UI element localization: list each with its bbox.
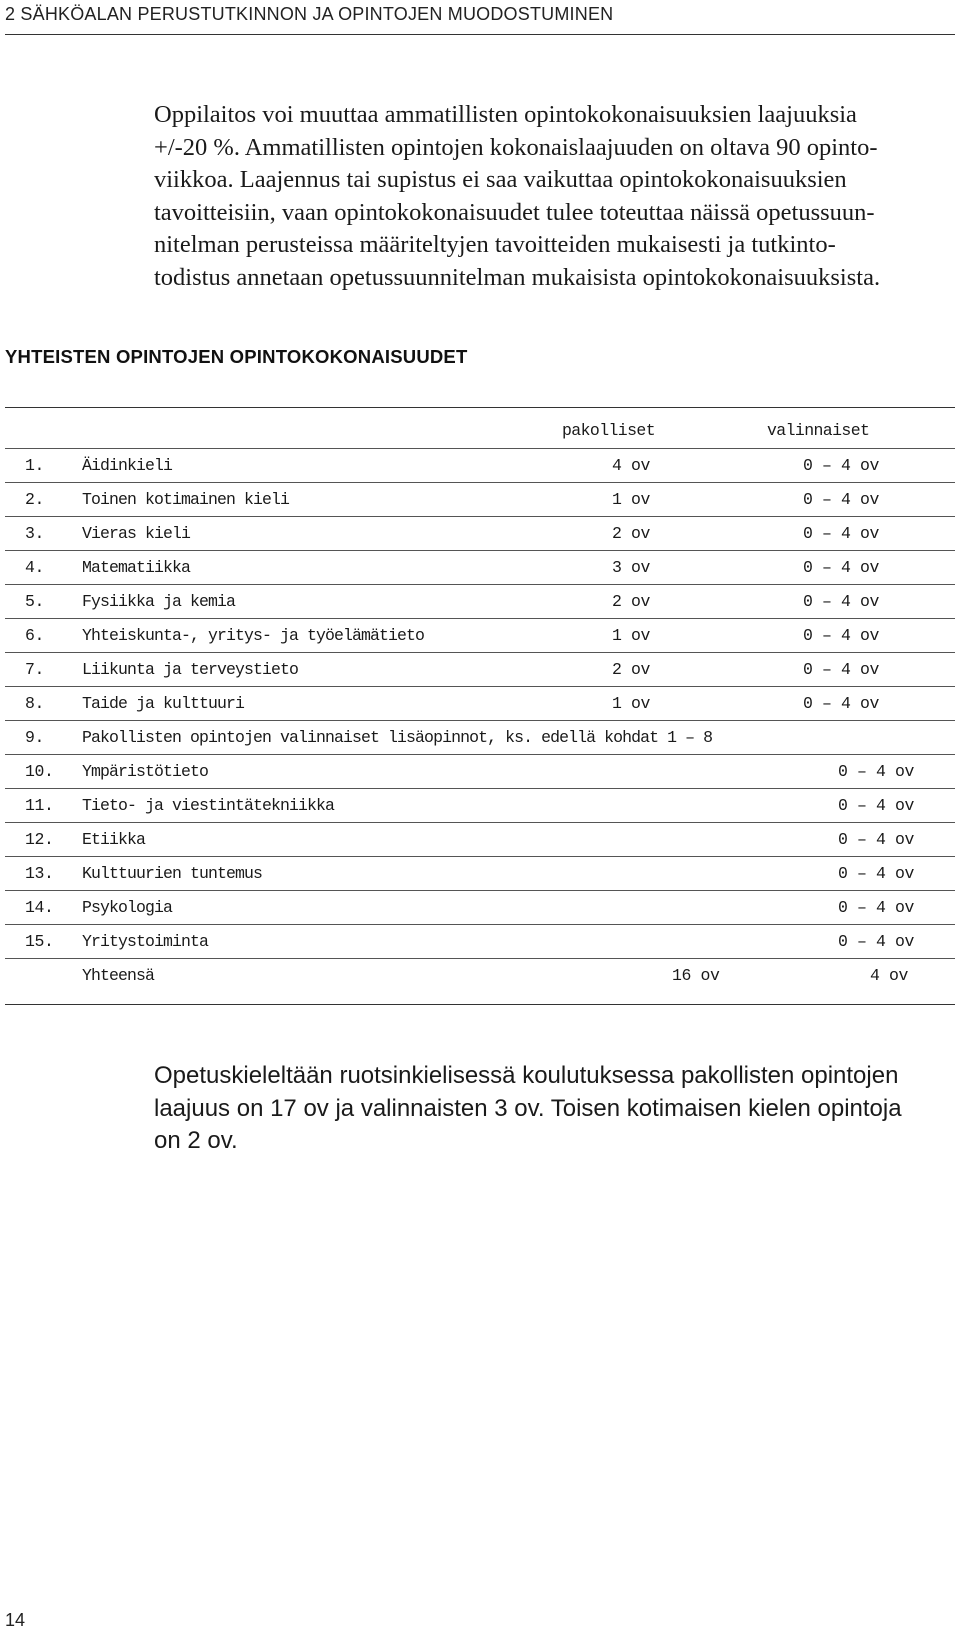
row-optional: 0 – 4 ov	[803, 694, 880, 713]
row-number: 1.	[25, 456, 45, 475]
total-label: Yhteensä	[82, 966, 155, 985]
intro-line: tavoitteisiin, vaan opintokokonaisuudet tulee toteuttaa näissä opetussuun-	[154, 198, 875, 226]
row-mandatory: 1 ov	[612, 626, 651, 645]
row-optional: 0 – 4 ov	[838, 932, 915, 951]
row-mandatory: 4 ov	[612, 456, 651, 475]
column-header-mandatory: pakolliset	[562, 421, 656, 440]
row-name: Psykologia	[82, 898, 173, 917]
study-units-table	[5, 414, 955, 992]
table-row	[5, 788, 955, 822]
row-optional: 0 – 4 ov	[838, 796, 915, 815]
row-optional: 0 – 4 ov	[838, 830, 915, 849]
row-number: 5.	[25, 592, 45, 611]
row-number: 2.	[25, 490, 45, 509]
intro-line: todistus annetaan opetussuunnitelman mukaisista opintokokonaisuuksista.	[154, 263, 881, 291]
row-name: Toinen kotimainen kieli	[82, 490, 290, 509]
running-header: 2 SÄHKÖALAN PERUSTUTKINNON JA OPINTOJEN MUODOSTUMINEN	[5, 4, 614, 24]
row-optional: 0 – 4 ov	[803, 490, 880, 509]
row-mandatory: 1 ov	[612, 694, 651, 713]
row-optional: 0 – 4 ov	[803, 524, 880, 543]
row-optional: 0 – 4 ov	[838, 898, 915, 917]
table-row	[5, 856, 955, 890]
row-name: Vieras kieli	[82, 524, 191, 543]
row-optional: 0 – 4 ov	[803, 592, 880, 611]
row-name: Ympäristötieto	[82, 762, 209, 781]
outro-paragraph	[154, 1060, 954, 1158]
row-number: 11.	[25, 796, 54, 815]
row-number: 4.	[25, 558, 45, 577]
row-name: Yritystoiminta	[82, 932, 209, 951]
table-row	[5, 584, 955, 618]
row-number: 14.	[25, 898, 54, 917]
row-number: 15.	[25, 932, 54, 951]
row-optional: 0 – 4 ov	[803, 456, 880, 475]
row-optional: 0 – 4 ov	[803, 558, 880, 577]
table-row	[5, 890, 955, 924]
outro-line: Opetuskieleltään ruotsinkielisessä koulutuksessa pakollisten opintojen	[154, 1062, 899, 1089]
row-name: Kulttuurien tuntemus	[82, 864, 263, 883]
row-mandatory: 2 ov	[612, 660, 651, 679]
row-number: 9.	[25, 728, 45, 747]
row-optional: 0 – 4 ov	[803, 626, 880, 645]
row-number: 12.	[25, 830, 54, 849]
table-header-row	[5, 414, 955, 448]
table-row	[5, 652, 955, 686]
row-name: Liikunta ja terveystieto	[82, 660, 299, 679]
table-total-row	[5, 958, 955, 992]
row-name: Tieto- ja viestintätekniikka	[82, 796, 335, 815]
table-row	[5, 482, 955, 516]
outro-line: laajuus on 17 ov ja valinnaisten 3 ov. Toisen kotimaisen kielen opintoja	[154, 1094, 902, 1122]
intro-line: viikkoa. Laajennus tai supistus ei saa vaikuttaa opintokokonaisuuksien	[154, 166, 847, 193]
column-header-optional: valinnaiset	[767, 421, 870, 440]
table-row	[5, 516, 955, 550]
row-optional: 0 – 4 ov	[803, 660, 880, 679]
row-mandatory: 3 ov	[612, 558, 651, 577]
row-number: 7.	[25, 660, 45, 679]
intro-line: +/-20 %. Ammatillisten opintojen kokonaislaajuuden on oltava 90 opinto-	[154, 133, 878, 161]
intro-paragraph	[154, 99, 954, 294]
table-row	[5, 754, 955, 788]
row-mandatory: 2 ov	[612, 592, 651, 611]
row-name: Etiikka	[82, 830, 146, 849]
intro-line: Oppilaitos voi muuttaa ammatillisten opintokokonaisuuksien laajuuksia	[154, 101, 857, 128]
total-optional: 4 ov	[870, 966, 909, 985]
table-row	[5, 618, 955, 652]
table-row	[5, 924, 955, 958]
table-row	[5, 686, 955, 720]
row-name: Yhteiskunta-, yritys- ja työelämätieto	[82, 626, 425, 645]
table-row	[5, 448, 955, 482]
section-heading: YHTEISTEN OPINTOJEN OPINTOKOKONAISUUDET	[5, 346, 468, 367]
table-row	[5, 550, 955, 584]
table-bottom-rule	[5, 1004, 955, 1005]
row-number: 8.	[25, 694, 45, 713]
row-mandatory: 1 ov	[612, 490, 651, 509]
row-name: Äidinkieli	[82, 456, 173, 475]
intro-line: nitelman perusteissa määriteltyjen tavoitteiden mukaisesti ja tutkinto-	[154, 231, 836, 258]
row-name: Pakollisten opintojen valinnaiset lisäopinnot, ks. edellä kohdat 1 – 8	[82, 728, 713, 747]
row-number: 3.	[25, 524, 45, 543]
row-optional: 0 – 4 ov	[838, 762, 915, 781]
table-row	[5, 822, 955, 856]
row-mandatory: 2 ov	[612, 524, 651, 543]
row-number: 6.	[25, 626, 45, 645]
table-row	[5, 720, 955, 754]
row-number: 13.	[25, 864, 54, 883]
row-name: Taide ja kulttuuri	[82, 694, 245, 713]
outro-line: on 2 ov.	[154, 1127, 238, 1154]
total-mandatory: 16 ov	[672, 966, 720, 985]
row-name: Matematiikka	[82, 558, 191, 577]
row-name: Fysiikka ja kemia	[82, 592, 236, 611]
row-optional: 0 – 4 ov	[838, 864, 915, 883]
page-number: 14	[5, 1610, 26, 1630]
table-top-rule	[5, 407, 955, 408]
header-rule	[5, 34, 955, 35]
row-number: 10.	[25, 762, 54, 781]
